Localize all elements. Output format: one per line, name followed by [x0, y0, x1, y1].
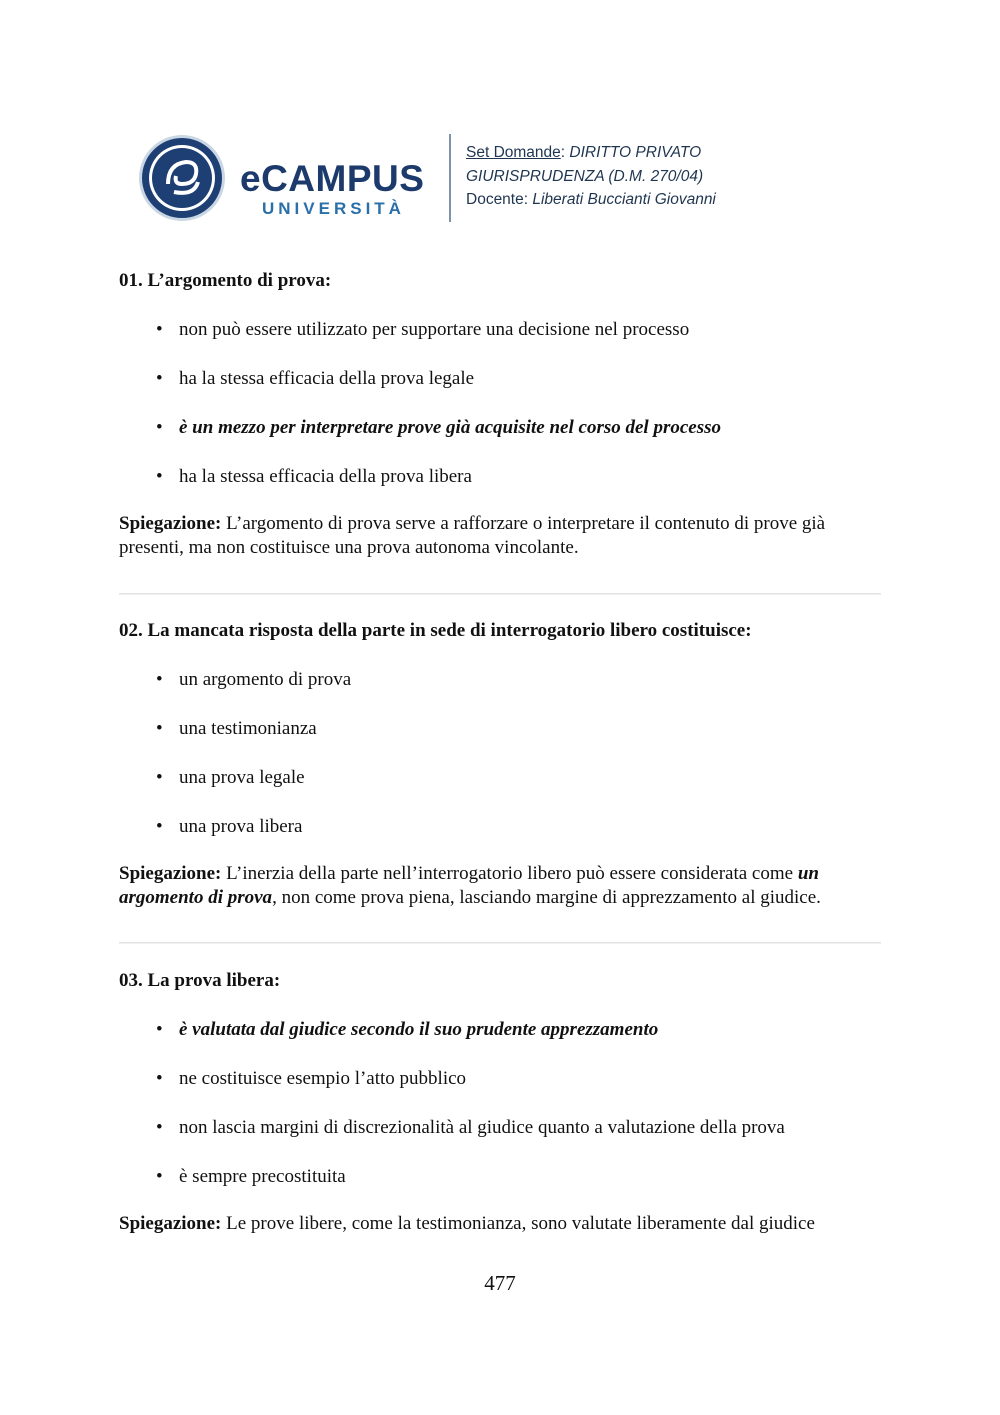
university-seal-logo — [138, 134, 226, 222]
set-label: Set Domande — [466, 144, 561, 161]
page-number: 477 — [484, 1271, 516, 1295]
course-line — [466, 165, 716, 189]
header-divider — [449, 134, 451, 222]
brand-sub-text: UNIVERSITÀ — [262, 199, 405, 218]
question-option: • non lascia margini di discrezionalità al giudice quanto a valutazione della prova — [156, 1117, 785, 1138]
docente-line: Docente: Liberati Buccianti Giovanni — [466, 191, 716, 208]
question-option: • ha la stessa efficacia della prova legale — [156, 368, 475, 389]
question-title: 02. La mancata risposta della parte in sede di interrogatorio libero costituisce: — [119, 620, 752, 641]
explanation: Spiegazione: Le prove libere, come la testimonianza, sono valutate liberamente dal giudice — [119, 1213, 815, 1234]
brand-wordmark — [240, 160, 424, 219]
question-option-correct: • è un mezzo per interpretare prove già acquisite nel corso del processo — [156, 417, 721, 438]
docente-value: Liberati Buccianti Giovanni — [532, 191, 716, 208]
question-option: • ne costituisce esempio l’atto pubblico — [156, 1068, 467, 1089]
docente-label: Docente — [466, 191, 524, 208]
question-option: • è sempre precostituita — [156, 1166, 346, 1187]
question-option: • un argomento di prova — [156, 669, 352, 690]
question-option-correct: • è valutata dal giudice secondo il suo prudente apprezzamento — [156, 1019, 659, 1040]
course-value: GIURISPRUDENZA (D.M. 270/04) — [466, 167, 704, 185]
explanation-label: Spiegazione: — [119, 863, 222, 884]
explanation: Spiegazione: L’inerzia della parte nell’interrogatorio libero può essere considerata come un argomento di prova, non come prova piena, lasciando margine di apprezzamento al giudice. — [119, 863, 821, 908]
question-option: • una prova legale — [156, 767, 305, 788]
explanation-label: Spiegazione: — [119, 1213, 222, 1234]
question-title: 03. La prova libera: — [119, 970, 281, 991]
explanation: Spiegazione: L’argomento di prova serve a rafforzare o interpretare il contenuto di prove già presenti, ma non costituisce una prova autonoma vincolante. — [119, 513, 826, 558]
document-header — [138, 130, 758, 226]
question-option: • una prova libera — [156, 816, 303, 837]
course-meta — [466, 141, 716, 212]
explanation-label: Spiegazione: — [119, 513, 222, 534]
question-title: 01. L’argomento di prova: — [119, 270, 332, 291]
question-option: • una testimonianza — [156, 718, 317, 739]
set-value: DIRITTO PRIVATO — [569, 144, 702, 161]
set-line: Set Domande: DIRITTO PRIVATO — [466, 144, 702, 161]
question-option: • non può essere utilizzato per supportare una decisione nel processo — [156, 319, 690, 340]
section-divider — [119, 942, 881, 944]
section-divider — [119, 593, 881, 595]
question-option: • ha la stessa efficacia della prova libera — [156, 466, 472, 487]
brand-main-text: eCAMPUS — [240, 158, 425, 199]
